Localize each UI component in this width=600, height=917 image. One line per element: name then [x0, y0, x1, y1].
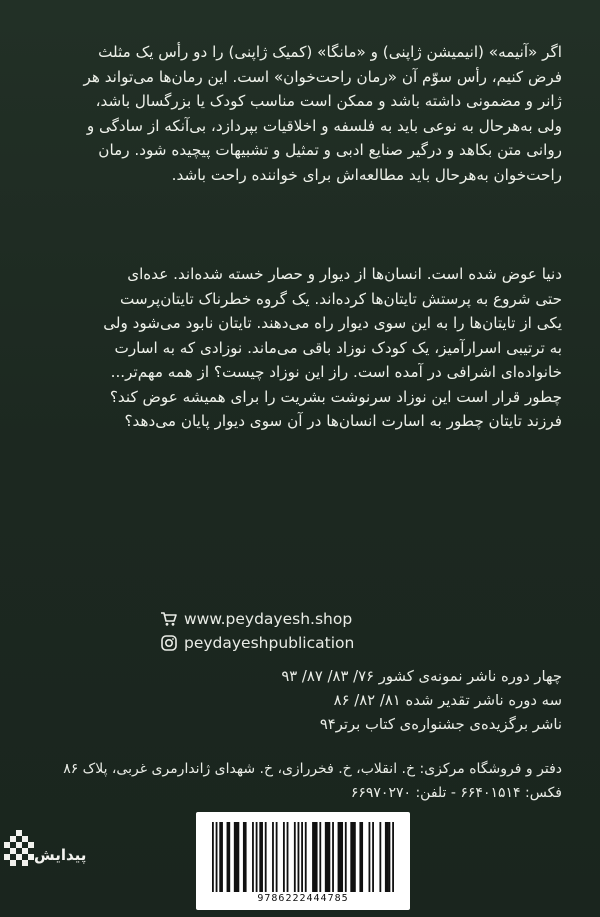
barcode-bar [287, 822, 289, 892]
barcode-bar [379, 822, 381, 892]
barcode-bar [272, 822, 274, 892]
barcode-bar [372, 822, 374, 892]
barcode-bar [259, 822, 263, 892]
barcode-bar [305, 822, 307, 892]
text-line: فرزند تایتان چطور به اسارت انسان‌ها در آن سوی دیوار پایان می‌دهد؟ [124, 412, 562, 430]
text-line: یکی از تایتان‌ها را به این سوی دیوار راه می‌دهند. تایتان نابود می‌شود ولی [103, 314, 562, 332]
text-line: اگر «آنیمه» (انیمیشن ژاپنی) و «مانگا» (کمیک ژاپنی) را دو رأس یک مثلث [98, 43, 562, 61]
barcode-bar [265, 822, 267, 892]
text-line: ولی به‌هرحال به نوعی باید به فلسفه و اخلاقیات بپردازد، بی‌آنکه از سادگی و [86, 116, 562, 135]
barcode-bar [219, 822, 223, 892]
publisher-awards [102, 665, 562, 737]
publisher-logo [4, 826, 87, 896]
barcode-bar [294, 822, 296, 892]
phone-fax-line: فکس: ۶۶۴۰۱۵۱۴ - تلفن: ۶۶۹۷۰۲۷۰ [350, 785, 562, 801]
barcode-bar [252, 822, 254, 892]
barcode-bar [332, 822, 334, 892]
instagram-handle: peydayeshpublication [184, 634, 355, 652]
instagram-icon [160, 634, 178, 652]
barcode-bar [283, 822, 285, 892]
barcode-bar [256, 822, 258, 892]
barcode-bar [216, 822, 218, 892]
barcode-bar [276, 822, 278, 892]
address-line: دفتر و فروشگاه مرکزی: خ. انقلاب، خ. فخررازی، خ. شهدای ژاندارمری غربی، پلاک ۸۶ [63, 761, 562, 777]
barcode-bar [312, 822, 317, 892]
intro-paragraph [32, 40, 562, 187]
barcode-bar [325, 822, 330, 892]
text-line: خانواده‌ای اشرافی در آمده است. راز این نوزاد چیست؟ از همه مهم‌تر... [110, 363, 562, 381]
barcode-bar [392, 822, 394, 892]
cart-icon [160, 610, 178, 628]
logo-mark-icon [4, 828, 38, 872]
website-link[interactable] [160, 610, 352, 628]
text-line: ژانر و مضمونی داشته باشد و ممکن است مناسب کودک یا بزرگسال باشد، [95, 92, 562, 110]
synopsis-paragraph [32, 262, 562, 434]
barcode-bar [301, 822, 303, 892]
barcode-bars [210, 822, 396, 894]
isbn-barcode [196, 812, 410, 910]
barcode-bar [350, 822, 355, 892]
text-line: روانی متن بکاهد و درگیر صنایع ادبی و تمثیل و تشبیهات پیچیده شود. رمان [98, 141, 562, 159]
barcode-bar [389, 822, 391, 892]
barcode-bar [385, 822, 389, 892]
text-line: حتی شروع به پرستش تایتان‌ها کرده‌اند. یک گروه خطرناک تایتان‌پرست [120, 289, 562, 308]
barcode-bar [359, 822, 363, 892]
text-line: فرض کنیم، رأس سوّم آن «رمان راحت‌خوان» است. این رمان‌ها می‌تواند هر [83, 67, 562, 86]
isbn-number: 9786222444785 [257, 893, 349, 904]
barcode-bar [243, 822, 247, 892]
award-line: ناشر برگزیده‌ی جشنواره‌ی کتاب برتر۹۴ [319, 716, 562, 733]
text-line: به ترتیبی اسرارآمیز، یک کودک نوزاد باقی می‌ماند. نوزادی که به اسارت [114, 338, 562, 357]
publisher-address [32, 757, 562, 805]
instagram-link[interactable] [160, 634, 354, 652]
text-line: راحت‌خوان به‌هرحال باید مطالعه‌اش برای خواننده راحت باشد. [171, 165, 562, 184]
barcode-bar [319, 822, 321, 892]
barcode-bar [345, 822, 347, 892]
barcode-bar [338, 822, 343, 892]
barcode-bar [298, 822, 300, 892]
text-line: چطور قرار است این نوزاد سرنوشت بشریت را برای همیشه عوض کند؟ [109, 387, 562, 406]
barcode-bar [227, 822, 231, 892]
website-url: www.peydayesh.shop [184, 610, 353, 628]
text-line: دنیا عوض شده است. انسان‌ها از دیوار و حصار خسته شده‌اند. عده‌ای [127, 265, 562, 283]
barcode-bar [212, 822, 214, 892]
award-line: چهار دوره ناشر نمونه‌ی کشور ۷۶/ ۸۳/ ۸۷/ ۹۳ [281, 668, 562, 685]
barcode-bar [234, 822, 239, 892]
award-line: سه دوره ناشر تقدیر شده ۸۱/ ۸۲/ ۸۶ [333, 692, 562, 709]
publisher-name: پیدایش [34, 846, 87, 864]
barcode-bar [369, 822, 371, 892]
